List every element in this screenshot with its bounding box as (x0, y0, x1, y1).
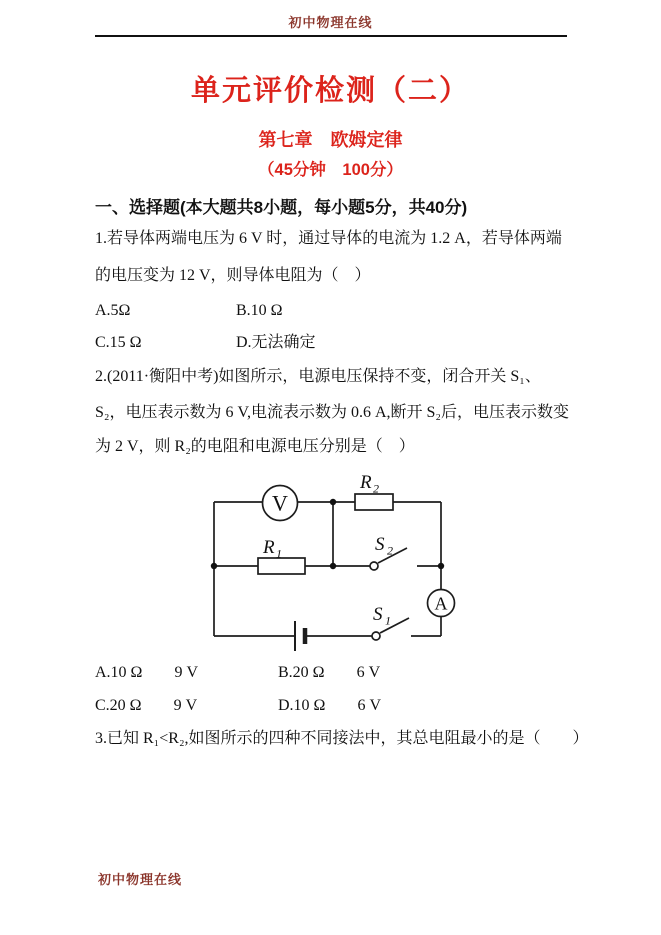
question-3-line-1: 3.已知 R₁<R₂,如图所示的四种不同接法中，其总电阻最小的是（ ） (95, 730, 589, 747)
q1-option-b: B.10 Ω (236, 302, 283, 319)
question-2-line-3: 为 2 V，则 R₂的电阻和电源电压分别是（ ） (95, 438, 415, 455)
s1-label-sub: 1 (385, 613, 391, 628)
q1-option-a: A.5Ω (95, 302, 131, 319)
q2-option-c: C.20 Ω 9 V (95, 697, 198, 714)
question-2-line-1: 2.(2011·衡阳中考)如图所示，电源电压保持不变，闭合开关 S₁、 (95, 368, 541, 385)
question-1-options-row-2 (95, 333, 316, 353)
r1-label: R (263, 537, 275, 558)
section-1-heading: 一、选择题(本大题共8小题，每小题5分，共40分) (95, 198, 468, 217)
s1-label: S (373, 604, 383, 625)
header-watermark: 初中物理在线 (288, 15, 373, 30)
r2-label-sub: 2 (373, 481, 379, 496)
page-title: 单元评价检测（二） (190, 75, 470, 107)
circuit-wires (214, 502, 441, 636)
resistor-r2 (355, 474, 393, 510)
header-rule (95, 35, 567, 37)
question-1-line-2: 的电压变为 12 V，则导体电阻为（ ） (95, 267, 371, 284)
ammeter-letter: A (434, 593, 448, 614)
question-2-line-2: S₂，电压表示数为 6 V,电流表示数为 0.6 A,断开 S₂后，电压表示数变 (95, 404, 570, 421)
resistor-r1 (258, 537, 305, 574)
question-2-options-row-1 (95, 663, 380, 683)
circuit-diagram (195, 474, 457, 656)
s2-label-sub: 2 (387, 543, 393, 558)
question-2-options-row-2 (95, 696, 381, 716)
battery-icon (295, 621, 305, 651)
q1-option-c: C.15 Ω (95, 334, 142, 351)
q2-option-a: A.10 Ω 9 V (95, 664, 199, 681)
voltmeter-icon (263, 486, 298, 521)
ammeter-icon (428, 590, 455, 617)
q1-option-d: D.无法确定 (236, 334, 316, 351)
voltmeter-letter: V (272, 490, 288, 516)
r2-label: R (360, 474, 372, 493)
s2-label: S (375, 534, 385, 555)
switch-s1 (372, 604, 409, 640)
q2-option-d: D.10 Ω 6 V (278, 697, 382, 714)
time-score-line: （45分钟 100分） (258, 161, 403, 179)
footer-watermark: 初中物理在线 (98, 872, 183, 887)
junction-dots (211, 499, 444, 569)
chapter-heading: 第七章 欧姆定律 (258, 130, 403, 150)
q2-option-b: B.20 Ω 6 V (278, 664, 381, 681)
switch-s2 (370, 534, 407, 570)
r1-label-sub: 1 (276, 546, 282, 561)
question-1-options-row-1 (95, 301, 283, 321)
question-1-line-1: 1.若导体两端电压为 6 V 时，通过导体的电流为 1.2 A，若导体两端 (95, 230, 562, 247)
